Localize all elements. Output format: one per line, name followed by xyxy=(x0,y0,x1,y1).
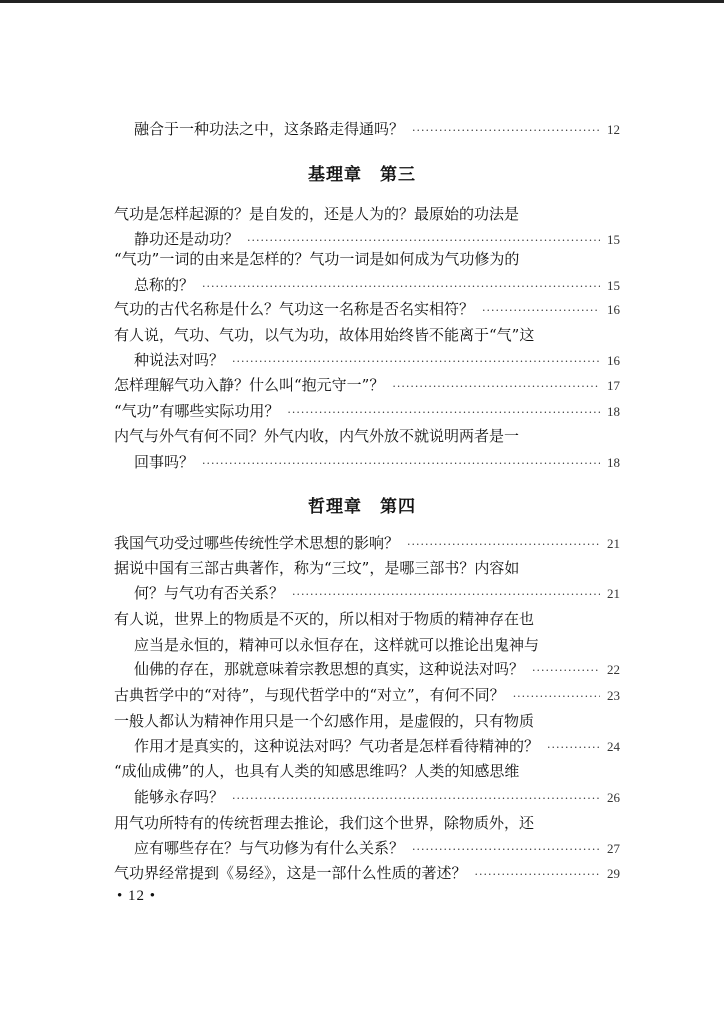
toc-entry[interactable] xyxy=(114,201,620,227)
toc-entry-page: 12 xyxy=(607,122,620,137)
leader-dots xyxy=(532,658,600,684)
chapter-title: 哲理章 xyxy=(308,497,362,517)
toc-entry[interactable] xyxy=(134,580,620,606)
toc-entry-text: 应当是永恒的，精神可以永恒存在，这样就可以推论出鬼神与 xyxy=(134,636,540,654)
toc-entry[interactable] xyxy=(134,632,620,658)
toc-entry-text: 据说中国有三部古典著作，称为“三坟”，是哪三部书？内容如 xyxy=(114,559,520,577)
toc-entry-page: 21 xyxy=(607,586,620,601)
toc-entry-page: 22 xyxy=(607,662,620,677)
chapter-title: 基理章 xyxy=(308,165,362,185)
toc-entry[interactable] xyxy=(134,733,620,759)
toc-entry-text: 总称的？ xyxy=(134,276,195,294)
toc-entry-page: 29 xyxy=(607,866,620,881)
toc-entry[interactable] xyxy=(114,322,620,348)
toc-entry-text: “气功”一词的由来是怎样的？气功一词是如何成为气功修为的 xyxy=(114,250,520,268)
toc-entry-text: 回事吗？ xyxy=(134,453,195,471)
toc-entry-text: 能够永存吗？ xyxy=(134,788,225,806)
toc-entry-page: 24 xyxy=(607,739,620,754)
toc-entry-text: 古典哲学中的“对待”，与现代哲学中的“对立”，有何不同？ xyxy=(114,686,505,704)
toc-entry-text: 一般人都认为精神作用只是一个幻感作用，是虚假的，只有物质 xyxy=(114,712,535,730)
leader-dots xyxy=(292,582,600,608)
toc-entry[interactable] xyxy=(134,116,620,142)
leader-dots xyxy=(202,451,600,477)
toc-entry[interactable] xyxy=(114,398,620,424)
toc-entry-page: 16 xyxy=(607,302,620,317)
toc-entry-page: 17 xyxy=(607,378,620,393)
toc-entry[interactable] xyxy=(114,758,620,784)
toc-entry-page: 21 xyxy=(607,536,620,551)
toc-entry[interactable] xyxy=(134,449,620,475)
leader-dots xyxy=(482,298,600,324)
toc-entry-text: 内气与外气有何不同？外气内收，内气外放不就说明两者是一 xyxy=(114,427,520,445)
toc-entry-text: 气功是怎样起源的？是自发的，还是人为的？最原始的功法是 xyxy=(114,205,520,223)
toc-entry-text: 作用才是真实的，这种说法对吗？气功者是怎样看待精神的？ xyxy=(134,737,540,755)
chapter-number: 第三 xyxy=(380,165,416,185)
toc-entry[interactable] xyxy=(114,530,620,556)
leader-dots xyxy=(475,862,600,888)
toc-entry[interactable] xyxy=(114,246,620,272)
toc-entry-text: 用气功所特有的传统哲理去推论，我们这个世界，除物质外，还 xyxy=(114,814,535,832)
toc-entry-text: 有人说，气功、气功，以气为功，故体用始终皆不能离于“气”这 xyxy=(114,326,535,344)
toc-entry-text: 融合于一种功法之中，这条路走得通吗？ xyxy=(134,120,405,138)
toc-entry-text: 静功还是动功？ xyxy=(134,230,240,248)
toc-entry[interactable] xyxy=(134,835,620,861)
top-border-rule xyxy=(0,0,724,3)
leader-dots xyxy=(412,118,600,144)
toc-entry[interactable] xyxy=(114,810,620,836)
toc-entry-page: 23 xyxy=(607,688,620,703)
toc-entry-text: 种说法对吗？ xyxy=(134,351,225,369)
chapter-number: 第四 xyxy=(380,497,416,517)
toc-entry[interactable] xyxy=(134,347,620,373)
toc-entry-text: “气功”有哪些实际功用？ xyxy=(114,402,280,420)
toc-entry[interactable] xyxy=(114,860,620,886)
leader-dots xyxy=(232,786,600,812)
toc-entry-text: 我国气功受过哪些传统性学术思想的影响？ xyxy=(114,534,400,552)
toc-entry-text: 何？与气功有否关系？ xyxy=(134,584,285,602)
toc-entry-page: 18 xyxy=(607,455,620,470)
chapter-heading-4 xyxy=(0,492,724,517)
toc-entry-text: 仙佛的存在，那就意味着宗教思想的真实，这种说法对吗？ xyxy=(134,660,525,678)
toc-entry[interactable] xyxy=(114,606,620,632)
toc-entry-page: 27 xyxy=(607,841,620,856)
toc-entry[interactable] xyxy=(114,555,620,581)
toc-entry[interactable] xyxy=(114,372,620,398)
toc-entry[interactable] xyxy=(114,423,620,449)
toc-entry-page: 15 xyxy=(607,232,620,247)
toc-entry[interactable] xyxy=(134,272,620,298)
chapter-heading-3 xyxy=(0,160,724,185)
toc-entry-text: 应有哪些存在？与气功修为有什么关系？ xyxy=(134,839,405,857)
toc-entry[interactable] xyxy=(114,682,620,708)
toc-entry-page: 16 xyxy=(607,353,620,368)
toc-entry[interactable] xyxy=(114,708,620,734)
page-number: • 12 • xyxy=(117,888,157,904)
toc-entry-text: “成仙成佛”的人，也具有人类的知感思维吗？人类的知感思维 xyxy=(114,762,520,780)
toc-entry-text: 气功界经常提到《易经》，这是一部什么性质的著述？ xyxy=(114,864,467,882)
toc-entry[interactable] xyxy=(134,784,620,810)
toc-entry[interactable] xyxy=(114,296,620,322)
toc-entry-page: 15 xyxy=(607,278,620,293)
toc-entry-text: 怎样理解气功入静？什么叫“抱元守一”？ xyxy=(114,376,385,394)
toc-entry-page: 26 xyxy=(607,790,620,805)
toc-entry-page: 18 xyxy=(607,404,620,419)
leader-dots xyxy=(392,374,600,400)
toc-entry[interactable] xyxy=(134,656,620,682)
leader-dots xyxy=(513,684,600,710)
toc-entry-text: 有人说，世界上的物质是不灭的，所以相对于物质的精神存在也 xyxy=(114,610,535,628)
toc-entry-text: 气功的古代名称是什么？气功这一名称是否名实相符？ xyxy=(114,300,475,318)
